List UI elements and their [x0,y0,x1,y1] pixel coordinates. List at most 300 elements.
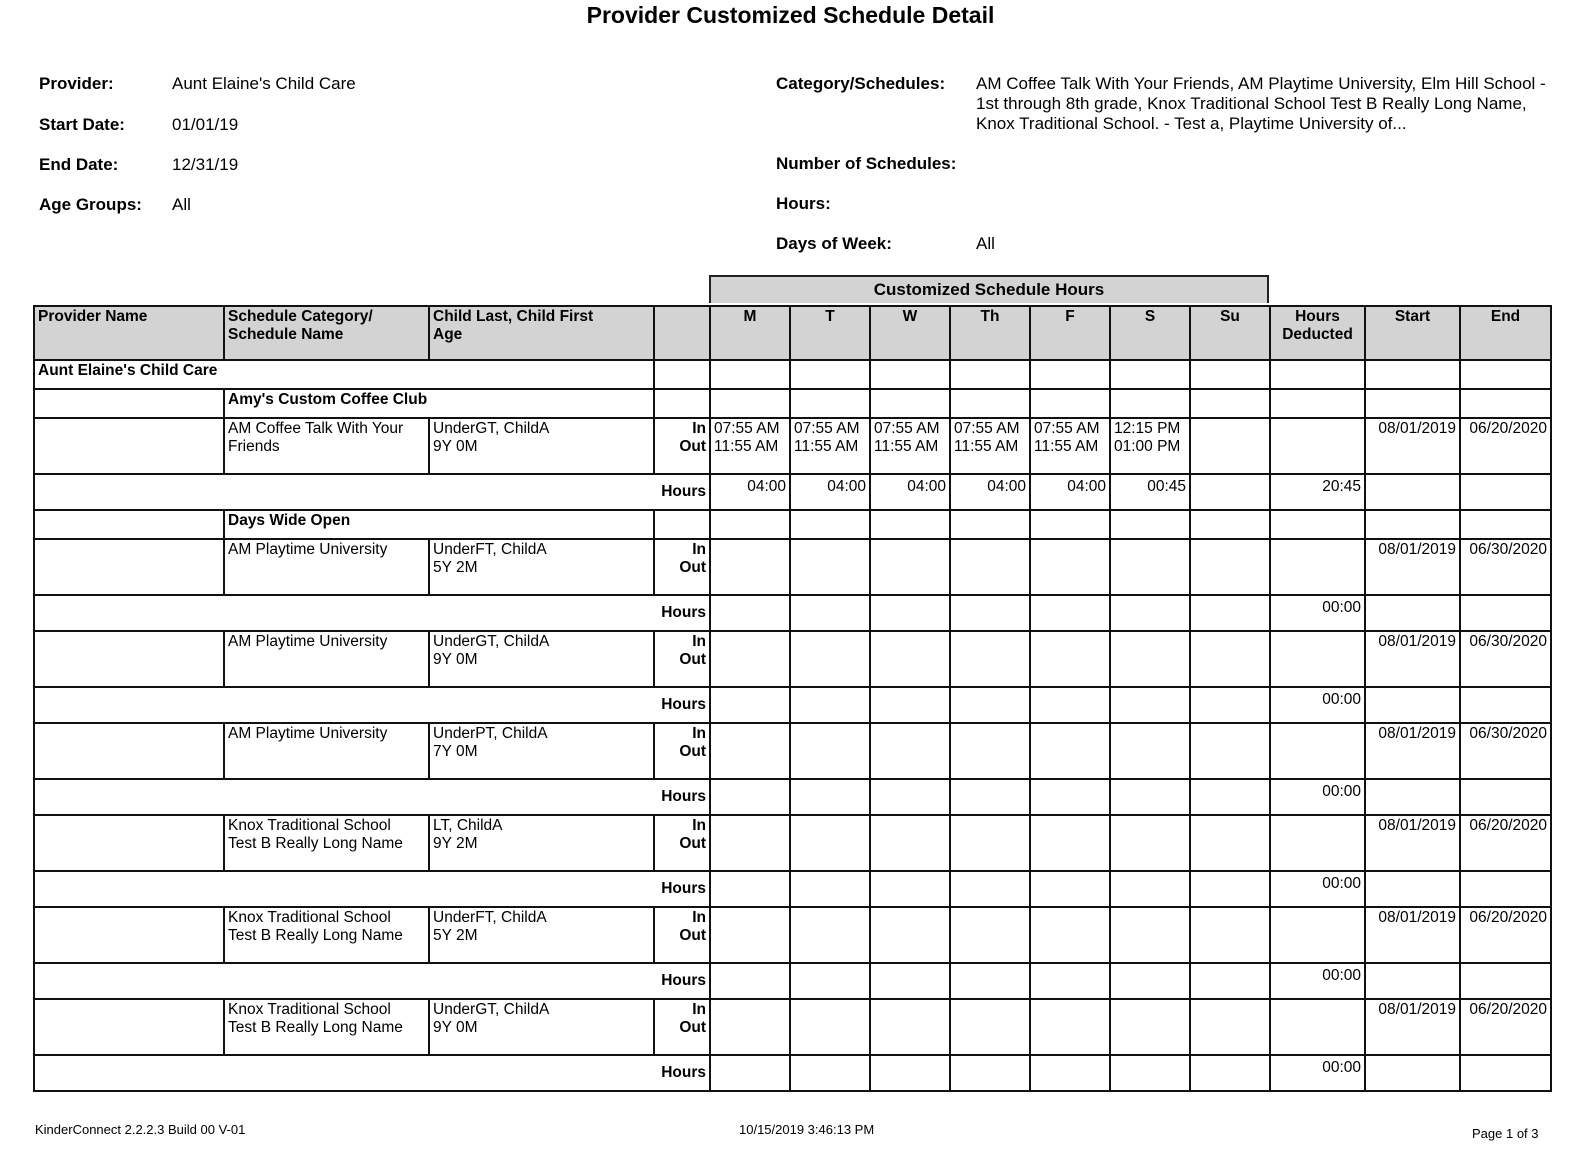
hours-row [34,687,1551,723]
empty-cell [950,389,1030,418]
days-of-week-value: All [976,234,995,253]
child-cell [429,631,654,687]
col-friday: F [1030,306,1110,360]
schedule-name-line2: Test B Really Long Name [228,835,403,852]
child-cell [429,418,654,474]
day-hours-cell [1110,687,1190,723]
day-hours-cell [1030,595,1110,631]
day-time-cell [1190,999,1270,1055]
time-in: 12:15 PM [1114,420,1181,437]
end-date-cell: 06/20/2020 [1460,815,1551,871]
hours-label: Hours [34,779,710,815]
hours-label: Hours [34,474,710,510]
col-sunday: Su [1190,306,1270,360]
day-hours-cell: 04:00 [790,474,870,510]
time-in: 07:55 AM [1034,420,1100,437]
col-hours-deducted: Hours Deducted [1270,306,1365,360]
out-label: Out [679,438,706,455]
end-date-cell: 06/30/2020 [1460,723,1551,779]
child-age: 9Y 0M [433,438,478,455]
time-out: 11:55 AM [714,438,779,455]
footer-page-number: Page 1 of 3 [1472,1126,1539,1141]
schedule-name-cell [224,999,429,1055]
empty-cell [34,418,224,474]
footer-version: KinderConnect 2.2.2.3 Build 00 V-01 [35,1122,246,1137]
category-row [34,510,1551,539]
schedule-name-cell [224,907,429,963]
age-groups-value: All [172,195,191,214]
hours-label: Hours [34,1055,710,1091]
empty-cell [1270,631,1365,687]
day-hours-cell [1030,1055,1110,1091]
day-time-cell [1030,631,1110,687]
in-label: In [692,817,706,834]
hours-label: Hours [34,687,710,723]
empty-cell [654,510,710,539]
empty-cell [1190,510,1270,539]
start-date-cell: 08/01/2019 [1365,723,1460,779]
day-time-cell [1110,907,1190,963]
day-time-cell [710,815,790,871]
day-time-cell [1190,723,1270,779]
out-label: Out [679,651,706,668]
day-hours-cell [870,595,950,631]
schedule-name-line1: Knox Traditional School [228,909,391,926]
empty-cell [1110,360,1190,389]
day-time-cell [870,907,950,963]
day-time-cell [950,418,1030,474]
day-hours-cell [870,779,950,815]
day-time-cell [710,539,790,595]
day-hours-cell [710,1055,790,1091]
hours-row [34,871,1551,907]
col-saturday: S [1110,306,1190,360]
day-time-cell [1030,999,1110,1055]
day-time-cell [1190,815,1270,871]
empty-cell [1270,999,1365,1055]
footer-timestamp: 10/15/2019 3:46:13 PM [739,1122,875,1137]
child-name: UnderPT, ChildA [433,725,548,742]
day-time-cell [710,631,790,687]
in-label: In [692,1001,706,1018]
out-label: Out [679,1019,706,1036]
end-date-value: 12/31/19 [172,155,239,174]
child-cell [429,815,654,871]
empty-cell [1460,360,1551,389]
hours-label: Hours: [776,194,831,213]
category-name: Amy's Custom Coffee Club [224,389,654,418]
empty-cell [1270,815,1365,871]
empty-cell [34,510,224,539]
end-date-cell: 06/20/2020 [1460,418,1551,474]
day-hours-cell [1190,474,1270,510]
day-time-cell [870,723,950,779]
schedule-detail-row [34,539,1551,595]
day-hours-cell [1190,779,1270,815]
empty-cell [1190,389,1270,418]
day-hours-cell: 04:00 [710,474,790,510]
time-in: 07:55 AM [954,420,1020,437]
child-cell [429,723,654,779]
day-hours-cell [1110,595,1190,631]
end-date-label: End Date: [39,155,119,174]
out-label: Out [679,743,706,760]
start-date-cell: 08/01/2019 [1365,631,1460,687]
schedule-name-line1: Knox Traditional School [228,817,391,834]
empty-cell [870,389,950,418]
in-out-labels [654,815,710,871]
day-time-cell [1030,907,1110,963]
col-inout [654,306,710,360]
schedule-name-line2: Test B Really Long Name [228,1019,403,1036]
day-time-cell [790,907,870,963]
empty-cell [1365,871,1460,907]
in-label: In [692,633,706,650]
in-out-labels [654,418,710,474]
col-child: Child Last, Child First Age [429,306,654,360]
in-label: In [692,909,706,926]
empty-cell [1110,510,1190,539]
schedule-detail-row [34,815,1551,871]
in-out-labels [654,539,710,595]
schedule-name-line1: Knox Traditional School [228,1001,391,1018]
day-time-cell [870,999,950,1055]
empty-cell [1270,907,1365,963]
empty-cell [710,389,790,418]
empty-cell [34,631,224,687]
day-time-cell [950,907,1030,963]
hours-row [34,779,1551,815]
hours-row [34,1055,1551,1091]
report-title: Provider Customized Schedule Detail [586,2,995,28]
empty-cell [1365,687,1460,723]
empty-cell [1270,418,1365,474]
empty-cell [1460,779,1551,815]
provider-value: Aunt Elaine's Child Care [172,74,356,93]
empty-cell [34,999,224,1055]
empty-cell [710,510,790,539]
empty-cell [34,907,224,963]
schedule-detail-row [34,999,1551,1055]
day-hours-cell [870,871,950,907]
empty-cell [1365,595,1460,631]
schedule-name-cell [224,815,429,871]
child-name: UnderGT, ChildA [433,633,550,650]
empty-cell [1460,871,1551,907]
hours-deducted-cell: 00:00 [1270,779,1365,815]
time-in: 07:55 AM [794,420,860,437]
time-out: 11:55 AM [954,438,1019,455]
empty-cell [710,360,790,389]
empty-cell [1460,1055,1551,1091]
schedule-name-line1: AM Coffee Talk With Your [228,420,404,437]
child-cell [429,907,654,963]
hours-deducted-cell: 00:00 [1270,595,1365,631]
hours-label: Hours [34,963,710,999]
category-schedules-value: AM Coffee Talk With Your Friends, AM Playtime University, Elm Hill School - 1st through 8th grade, Knox Traditional School Test B Really Long Name, Knox Traditional School. - Test a, Playtime University of... [976,74,1546,133]
start-date-cell: 08/01/2019 [1365,999,1460,1055]
day-hours-cell [1190,963,1270,999]
day-time-cell [1030,539,1110,595]
child-name: UnderGT, ChildA [433,420,550,437]
age-groups-label: Age Groups: [39,195,142,214]
col-provider-name: Provider Name [34,306,224,360]
empty-cell [1030,510,1110,539]
hours-deducted-cell: 00:00 [1270,1055,1365,1091]
day-time-cell [870,815,950,871]
empty-cell [1460,687,1551,723]
day-hours-cell: 00:45 [1110,474,1190,510]
empty-cell [1365,1055,1460,1091]
hours-row [34,595,1551,631]
table-header-row [34,306,1551,360]
day-hours-cell [710,687,790,723]
day-time-cell [790,723,870,779]
day-time-cell [710,907,790,963]
day-time-cell [950,815,1030,871]
schedule-detail-row [34,907,1551,963]
end-date-cell: 06/30/2020 [1460,631,1551,687]
day-hours-cell [1110,1055,1190,1091]
day-hours-cell [1030,963,1110,999]
day-hours-cell [1190,1055,1270,1091]
child-cell [429,539,654,595]
empty-cell [1365,510,1460,539]
day-hours-cell [790,871,870,907]
out-label: Out [679,927,706,944]
empty-cell [1030,360,1110,389]
empty-cell [1365,779,1460,815]
day-hours-cell: 04:00 [950,474,1030,510]
hours-label: Hours [34,595,710,631]
day-hours-cell [870,963,950,999]
day-time-cell [710,418,790,474]
col-tuesday: T [790,306,870,360]
in-out-labels [654,999,710,1055]
day-time-cell [1190,631,1270,687]
col-end: End [1460,306,1551,360]
day-time-cell [1110,418,1190,474]
empty-cell [1270,539,1365,595]
child-name: UnderGT, ChildA [433,1001,550,1018]
number-of-schedules-label: Number of Schedules: [776,154,957,173]
day-time-cell [950,631,1030,687]
day-time-cell [1110,631,1190,687]
day-hours-cell [1190,871,1270,907]
in-label: In [692,725,706,742]
empty-cell [34,723,224,779]
schedule-name-line2: Test B Really Long Name [228,927,403,944]
end-date-cell: 06/20/2020 [1460,999,1551,1055]
day-time-cell [1190,539,1270,595]
empty-cell [870,360,950,389]
start-date-cell: 08/01/2019 [1365,907,1460,963]
in-label: In [692,541,706,558]
child-name: LT, ChildA [433,817,503,834]
child-age: 5Y 2M [433,559,478,576]
time-out: 11:55 AM [794,438,859,455]
empty-cell [1460,474,1551,510]
start-date-value: 01/01/19 [172,115,239,134]
day-hours-cell [1030,779,1110,815]
day-hours-cell [1110,871,1190,907]
day-hours-cell [1190,687,1270,723]
in-out-labels [654,907,710,963]
child-name: UnderFT, ChildA [433,909,547,926]
empty-cell [1365,474,1460,510]
schedule-name-line1: AM Playtime University [228,725,388,742]
day-hours-cell [790,779,870,815]
child-name: UnderFT, ChildA [433,541,547,558]
in-label: In [692,420,706,437]
day-hours-cell [710,963,790,999]
day-hours-cell [950,779,1030,815]
empty-cell [1460,510,1551,539]
empty-cell [1190,360,1270,389]
hours-deducted-cell: 00:00 [1270,871,1365,907]
col-monday: M [710,306,790,360]
time-in: 07:55 AM [874,420,940,437]
out-label: Out [679,559,706,576]
day-time-cell [1110,999,1190,1055]
col-thursday: Th [950,306,1030,360]
empty-cell [1270,723,1365,779]
empty-cell [34,815,224,871]
schedule-name-cell [224,723,429,779]
day-hours-cell [950,1055,1030,1091]
child-cell [429,999,654,1055]
hours-row [34,474,1551,510]
empty-cell [34,539,224,595]
empty-cell [790,389,870,418]
day-hours-cell [710,595,790,631]
empty-cell [950,510,1030,539]
empty-cell [1365,389,1460,418]
day-time-cell [1190,907,1270,963]
day-hours-cell [950,963,1030,999]
day-time-cell [790,539,870,595]
day-hours-cell [870,1055,950,1091]
empty-cell [1365,360,1460,389]
child-age: 9Y 0M [433,1019,478,1036]
day-time-cell [1030,418,1110,474]
in-out-labels [654,723,710,779]
category-schedules-label: Category/Schedules: [776,74,946,93]
time-out: 11:55 AM [874,438,939,455]
provider-label: Provider: [39,74,114,93]
day-time-cell [1110,539,1190,595]
schedule-detail-row [34,418,1551,474]
child-age: 5Y 2M [433,927,478,944]
schedule-detail-row [34,723,1551,779]
empty-cell [1460,389,1551,418]
day-hours-cell [950,871,1030,907]
provider-group-row [34,360,1551,389]
empty-cell [870,510,950,539]
empty-cell [1460,595,1551,631]
empty-cell [1365,963,1460,999]
start-date-cell: 08/01/2019 [1365,815,1460,871]
day-hours-cell [710,779,790,815]
empty-cell [1270,389,1365,418]
empty-cell [790,360,870,389]
start-date-label: Start Date: [39,115,125,134]
day-time-cell [1030,815,1110,871]
day-hours-cell [1030,687,1110,723]
end-date-cell: 06/30/2020 [1460,539,1551,595]
day-hours-cell [790,1055,870,1091]
start-date-cell: 08/01/2019 [1365,418,1460,474]
empty-cell [1110,389,1190,418]
day-time-cell [1110,723,1190,779]
day-hours-cell [1110,963,1190,999]
col-start: Start [1365,306,1460,360]
day-hours-cell: 04:00 [1030,474,1110,510]
day-hours-cell [950,595,1030,631]
category-row [34,389,1551,418]
day-hours-cell [1110,779,1190,815]
day-hours-cell [790,687,870,723]
empty-cell [1270,510,1365,539]
col-wednesday: W [870,306,950,360]
empty-cell [654,360,710,389]
schedule-name-cell [224,539,429,595]
day-time-cell [870,631,950,687]
day-hours-cell [870,687,950,723]
time-out: 11:55 AM [1034,438,1099,455]
hours-deducted-cell: 20:45 [1270,474,1365,510]
day-hours-cell [790,595,870,631]
day-hours-cell [790,963,870,999]
empty-cell [654,389,710,418]
schedule-name-line1: AM Playtime University [228,633,388,650]
days-of-week-label: Days of Week: [776,234,892,253]
schedule-name-line1: AM Playtime University [228,541,388,558]
start-date-cell: 08/01/2019 [1365,539,1460,595]
out-label: Out [679,835,706,852]
day-hours-cell [1030,871,1110,907]
customized-schedule-hours-header: Customized Schedule Hours [709,275,1269,303]
day-hours-cell [1190,595,1270,631]
hours-row [34,963,1551,999]
hours-deducted-cell: 00:00 [1270,963,1365,999]
empty-cell [790,510,870,539]
category-name: Days Wide Open [224,510,654,539]
day-time-cell [950,999,1030,1055]
day-time-cell [1110,815,1190,871]
schedule-detail-row [34,631,1551,687]
child-age: 9Y 0M [433,651,478,668]
day-hours-cell [710,871,790,907]
day-time-cell [790,815,870,871]
day-time-cell [950,539,1030,595]
day-time-cell [870,539,950,595]
empty-cell [1460,963,1551,999]
day-time-cell [870,418,950,474]
provider-group-name: Aunt Elaine's Child Care [34,360,654,389]
day-time-cell [950,723,1030,779]
schedule-table [33,305,1552,1092]
day-time-cell [1190,418,1270,474]
empty-cell [1030,389,1110,418]
schedule-name-cell [224,418,429,474]
schedule-name-line2: Friends [228,438,280,455]
col-schedule: Schedule Category/ Schedule Name [224,306,429,360]
schedule-name-cell [224,631,429,687]
empty-cell [1270,360,1365,389]
in-out-labels [654,631,710,687]
day-time-cell [790,631,870,687]
